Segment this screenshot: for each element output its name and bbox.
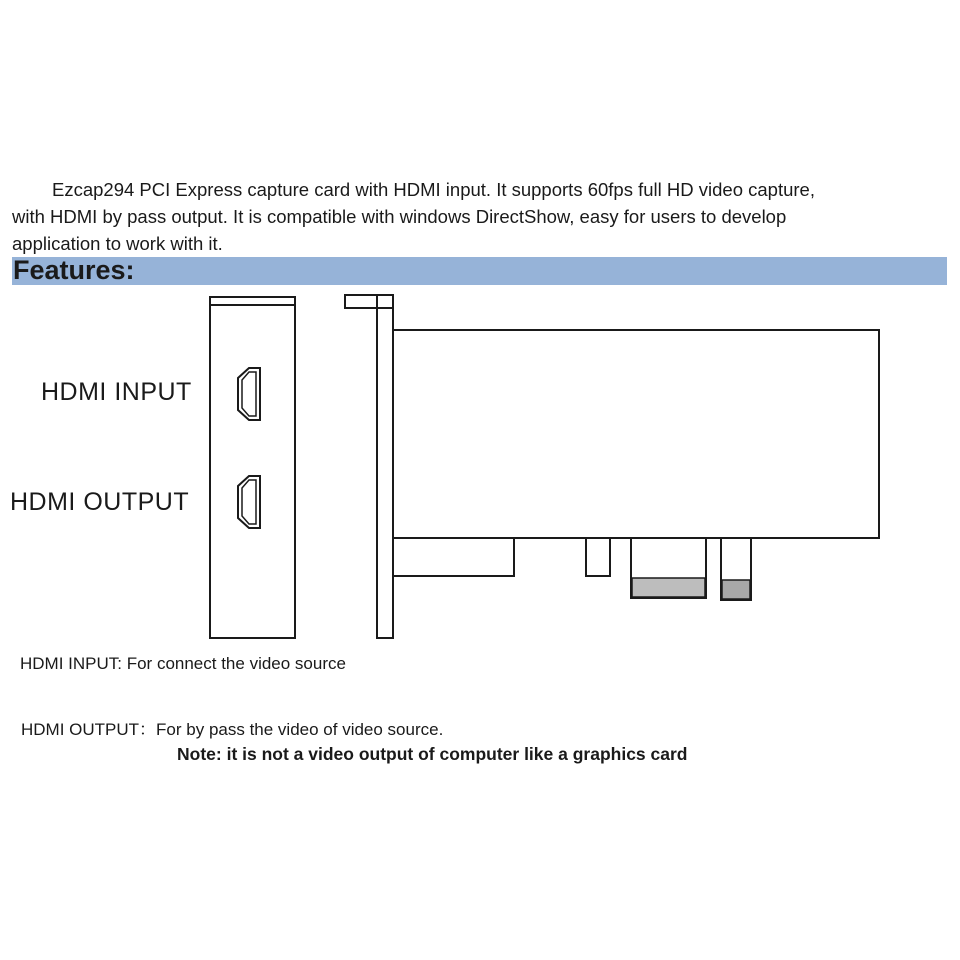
hdmi-input-label: HDMI INPUT — [41, 378, 192, 406]
hdmi-output-description: HDMI OUTPUT：For by pass the video of video source. — [21, 720, 444, 739]
output-note: Note: it is not a video output of computer like a graphics card — [177, 744, 688, 764]
pcb-board — [393, 330, 879, 538]
bracket-front-panel — [210, 297, 295, 638]
board-component-small — [586, 538, 610, 576]
intro-line-3: application to work with it. — [12, 233, 223, 254]
hdmi-input-description: HDMI INPUT: For connect the video source — [20, 654, 346, 673]
pcie-edge-connector — [393, 538, 514, 576]
bracket-side-tab — [345, 295, 393, 308]
connector-narrow-shade — [722, 580, 750, 599]
features-title: Features: — [13, 255, 135, 285]
intro-line-2: with HDMI by pass output. It is compatible with windows DirectShow, easy for users to develop — [12, 206, 787, 227]
intro-line-1: Ezcap294 PCI Express capture card with HDMI input. It supports 60fps full HD video capture, — [52, 179, 815, 200]
connector-large-shade — [632, 578, 705, 597]
bracket-side-plate — [377, 295, 393, 638]
hdmi-output-label: HDMI OUTPUT — [10, 488, 190, 516]
